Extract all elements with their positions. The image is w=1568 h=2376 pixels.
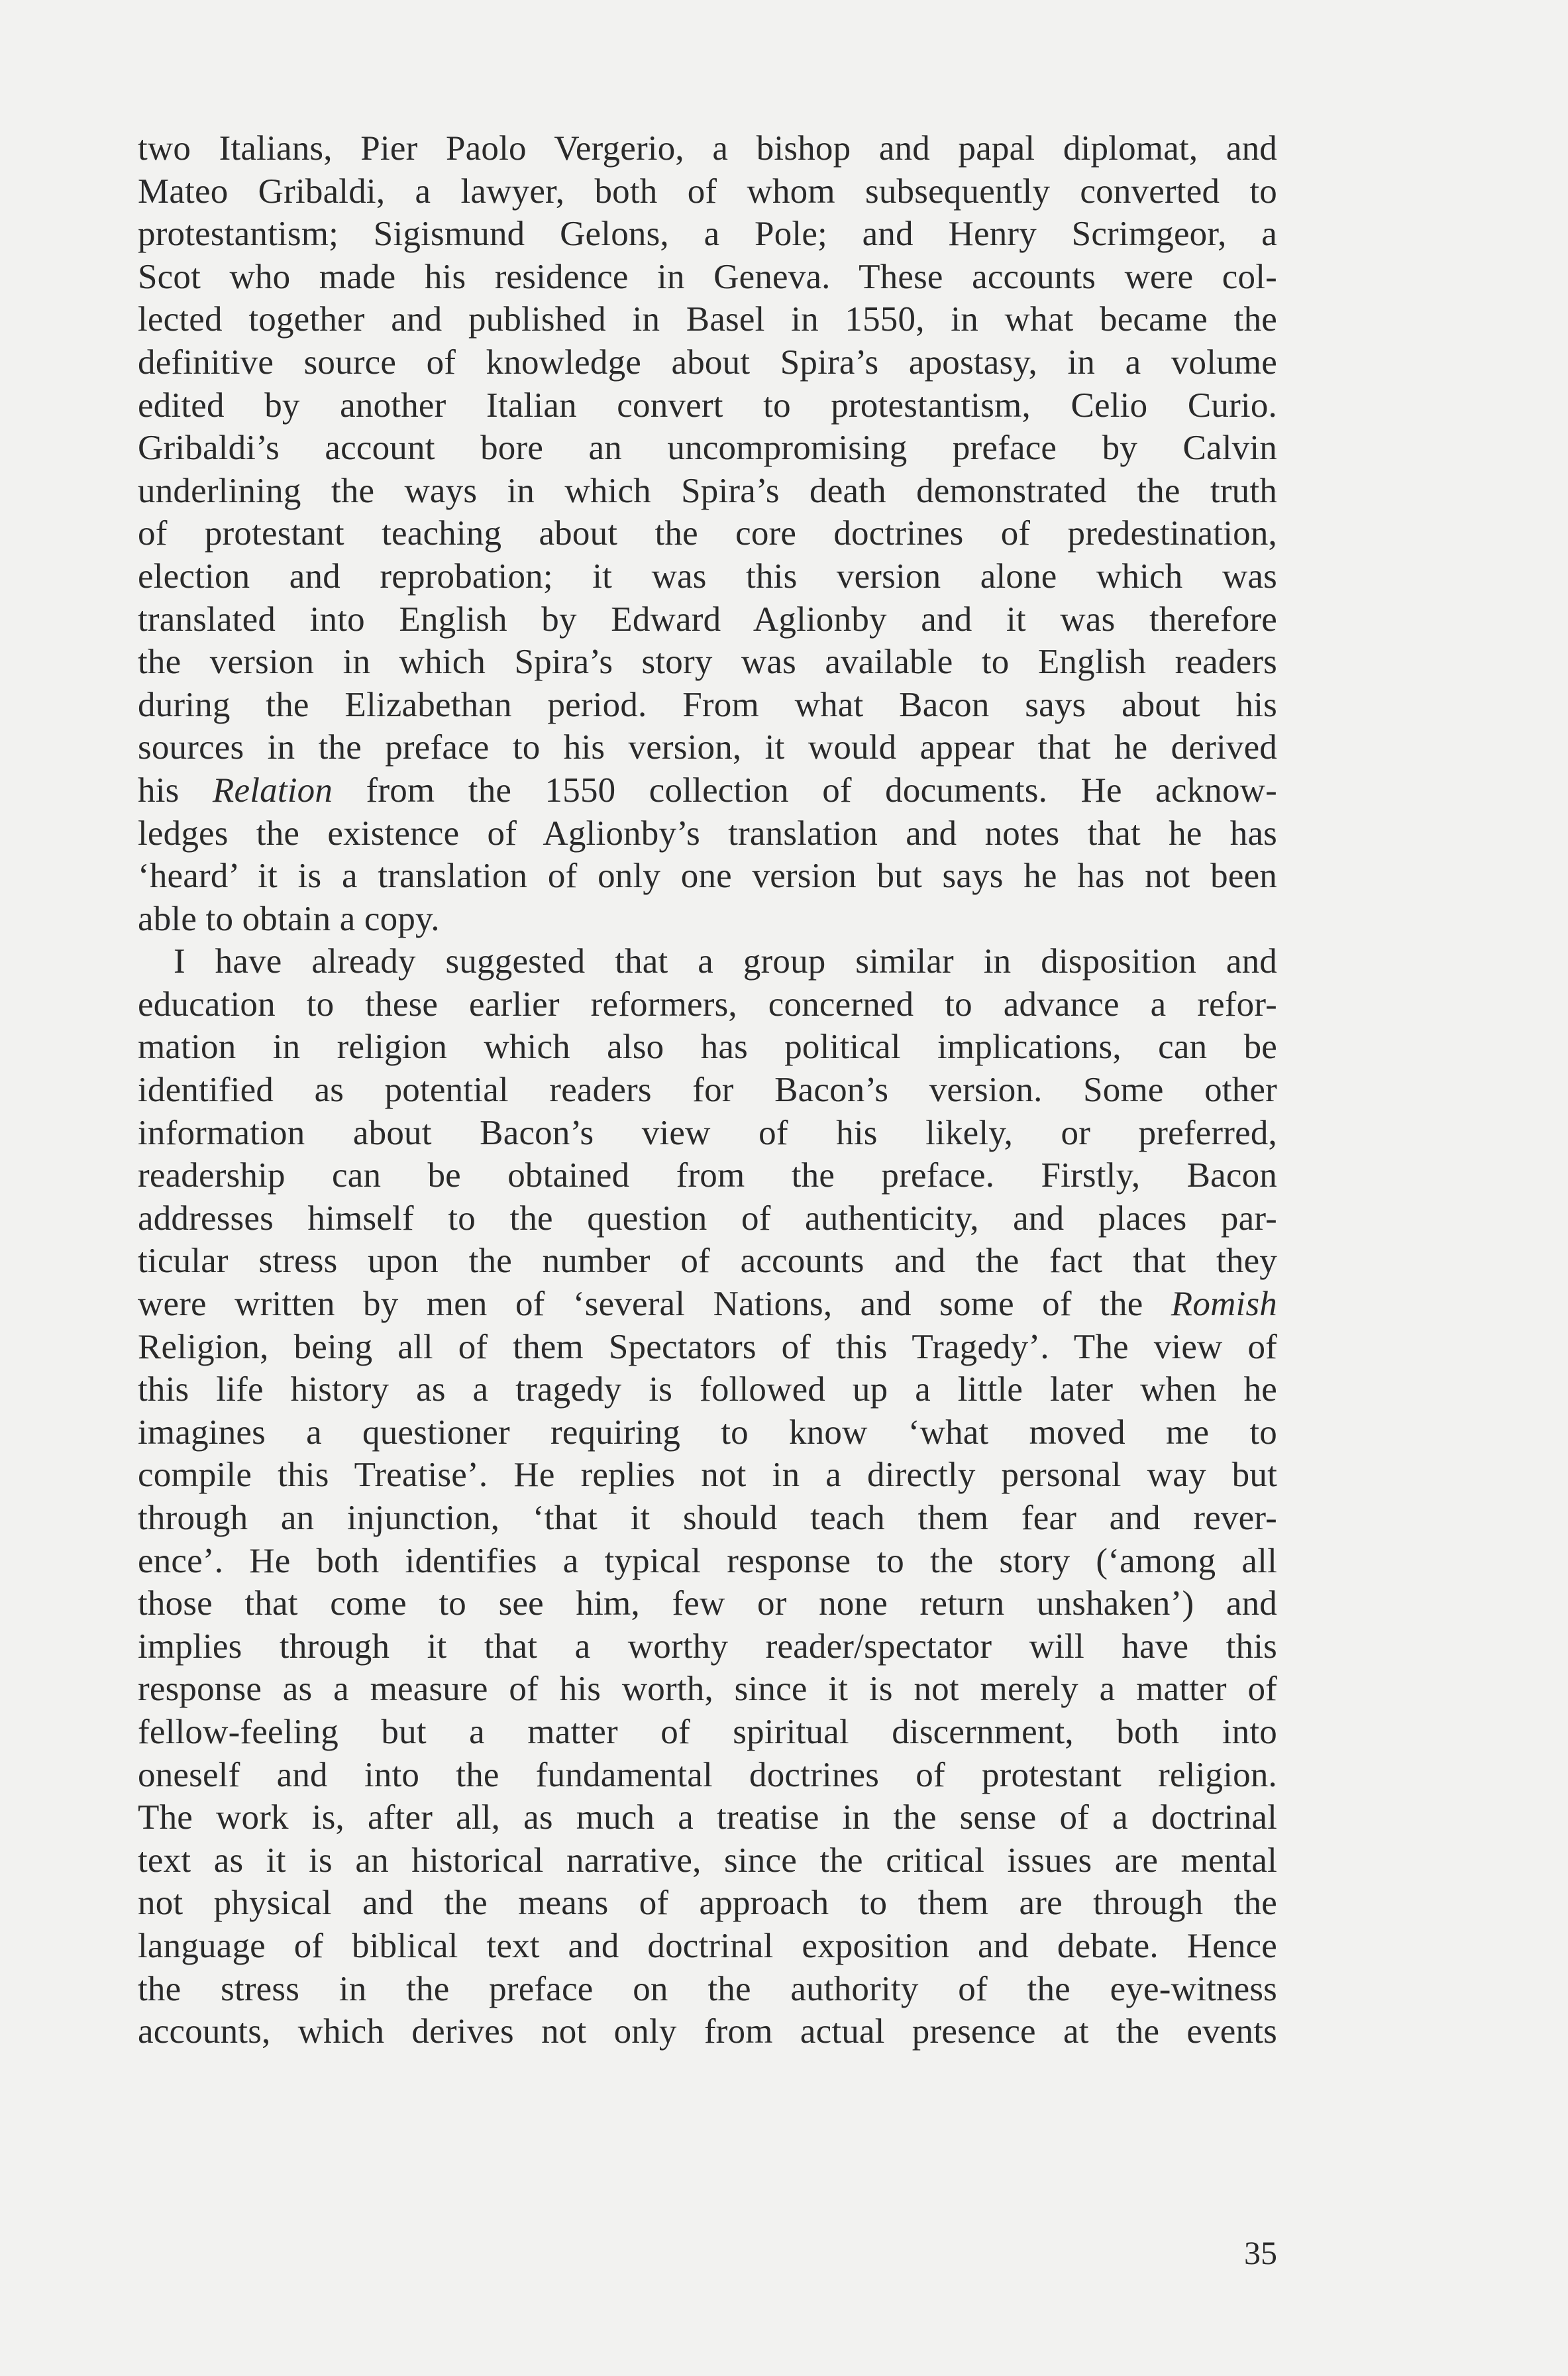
text-line: ticular stress upon the number of accounts and the fact that they — [138, 1242, 1277, 1281]
page-number: 35 — [1244, 2234, 1277, 2271]
text-line: during the Elizabethan period. From what Bacon says about his — [138, 685, 1277, 724]
text-line: oneself and into the fundamental doctrines of protestant religion. — [138, 1755, 1277, 1794]
text-line: implies through it that a worthy reader/spectator will have this — [138, 1627, 1277, 1666]
text-line: underlining the ways in which Spira’s death demonstrated the truth — [138, 471, 1277, 510]
text-line: fellow-feeling but a matter of spiritual discernment, both into — [138, 1712, 1277, 1751]
text-line: ence’. He both identifies a typical response to the story (‘among all — [138, 1541, 1277, 1580]
text-line: lected together and published in Basel in 1550, in what became the — [138, 300, 1277, 339]
text-line: ledges the existence of Aglionby’s translation and notes that he has — [138, 814, 1277, 853]
text-line: Gribaldi’s account bore an uncompromising preface by Calvin — [138, 429, 1277, 468]
text-line: information about Bacon’s view of his likely, or preferred, — [138, 1113, 1277, 1152]
text-line: edited by another Italian convert to protestantism, Celio Curio. — [138, 386, 1277, 425]
text-line: translated into English by Edward Aglionby and it was therefore — [138, 600, 1277, 639]
body-text — [138, 127, 1277, 2053]
text-line: response as a measure of his worth, since it is not merely a matter of — [138, 1670, 1277, 1709]
text-line: those that come to see him, few or none return unshaken’) and — [138, 1584, 1277, 1623]
text-line: imagines a questioner requiring to know ‘what moved me to — [138, 1413, 1277, 1452]
text-line: mation in religion which also has political implications, can be — [138, 1028, 1277, 1067]
text-line: identified as potential readers for Bacon’s version. Some other — [138, 1071, 1277, 1110]
paragraph-2 — [138, 940, 1277, 2053]
text-line: election and reprobation; it was this version alone which was — [138, 557, 1277, 596]
text-line: language of biblical text and doctrinal exposition and debate. Hence — [138, 1926, 1277, 1965]
paragraph-1 — [138, 127, 1277, 940]
text-line: protestantism; Sigismund Gelons, a Pole; and Henry Scrimgeor, a — [138, 215, 1277, 254]
text-line: the stress in the preface on the authority of the eye-witness — [138, 1969, 1277, 2008]
text-line: Mateo Gribaldi, a lawyer, both of whom subsequently converted to — [138, 172, 1277, 211]
text-line: two Italians, Pier Paolo Vergerio, a bishop and papal diplomat, and — [138, 129, 1277, 168]
text-line: The work is, after all, as much a treatise in the sense of a doctrinal — [138, 1798, 1277, 1837]
text-line: accounts, which derives not only from actual presence at the events — [138, 2012, 1277, 2051]
text-line: readership can be obtained from the preface. Firstly, Bacon — [138, 1156, 1277, 1195]
text-line: ‘heard’ it is a translation of only one version but says he has not been — [138, 857, 1277, 896]
text-line: definitive source of knowledge about Spira’s apostasy, in a volume — [138, 343, 1277, 382]
text-line: education to these earlier reformers, concerned to advance a refor- — [138, 985, 1277, 1024]
text-line: compile this Treatise’. He replies not in a directly personal way but — [138, 1456, 1277, 1495]
text-line: Scot who made his residence in Geneva. These accounts were col- — [138, 257, 1277, 296]
text-line: text as it is an historical narrative, since the critical issues are mental — [138, 1841, 1277, 1880]
text-line: Religion, being all of them Spectators of this Tragedy’. The view of — [138, 1327, 1277, 1366]
text-line: addresses himself to the question of authenticity, and places par- — [138, 1199, 1277, 1238]
text-line: able to obtain a copy. — [138, 899, 440, 938]
text-line: through an injunction, ‘that it should teach them fear and rever- — [138, 1499, 1277, 1537]
text-line: I have already suggested that a group similar in disposition and — [174, 942, 1277, 981]
text-line: were written by men of ‘several Nations, and some of the Romish — [138, 1285, 1277, 1324]
text-line: his Relation from the 1550 collection of documents. He acknow- — [138, 771, 1277, 810]
text-line: the version in which Spira’s story was available to English readers — [138, 643, 1277, 682]
text-line: this life history as a tragedy is followed up a little later when he — [138, 1370, 1277, 1409]
text-line: not physical and the means of approach to them are through the — [138, 1884, 1277, 1923]
text-line: of protestant teaching about the core doctrines of predestination, — [138, 514, 1277, 553]
text-line: sources in the preface to his version, it would appear that he derived — [138, 728, 1277, 767]
